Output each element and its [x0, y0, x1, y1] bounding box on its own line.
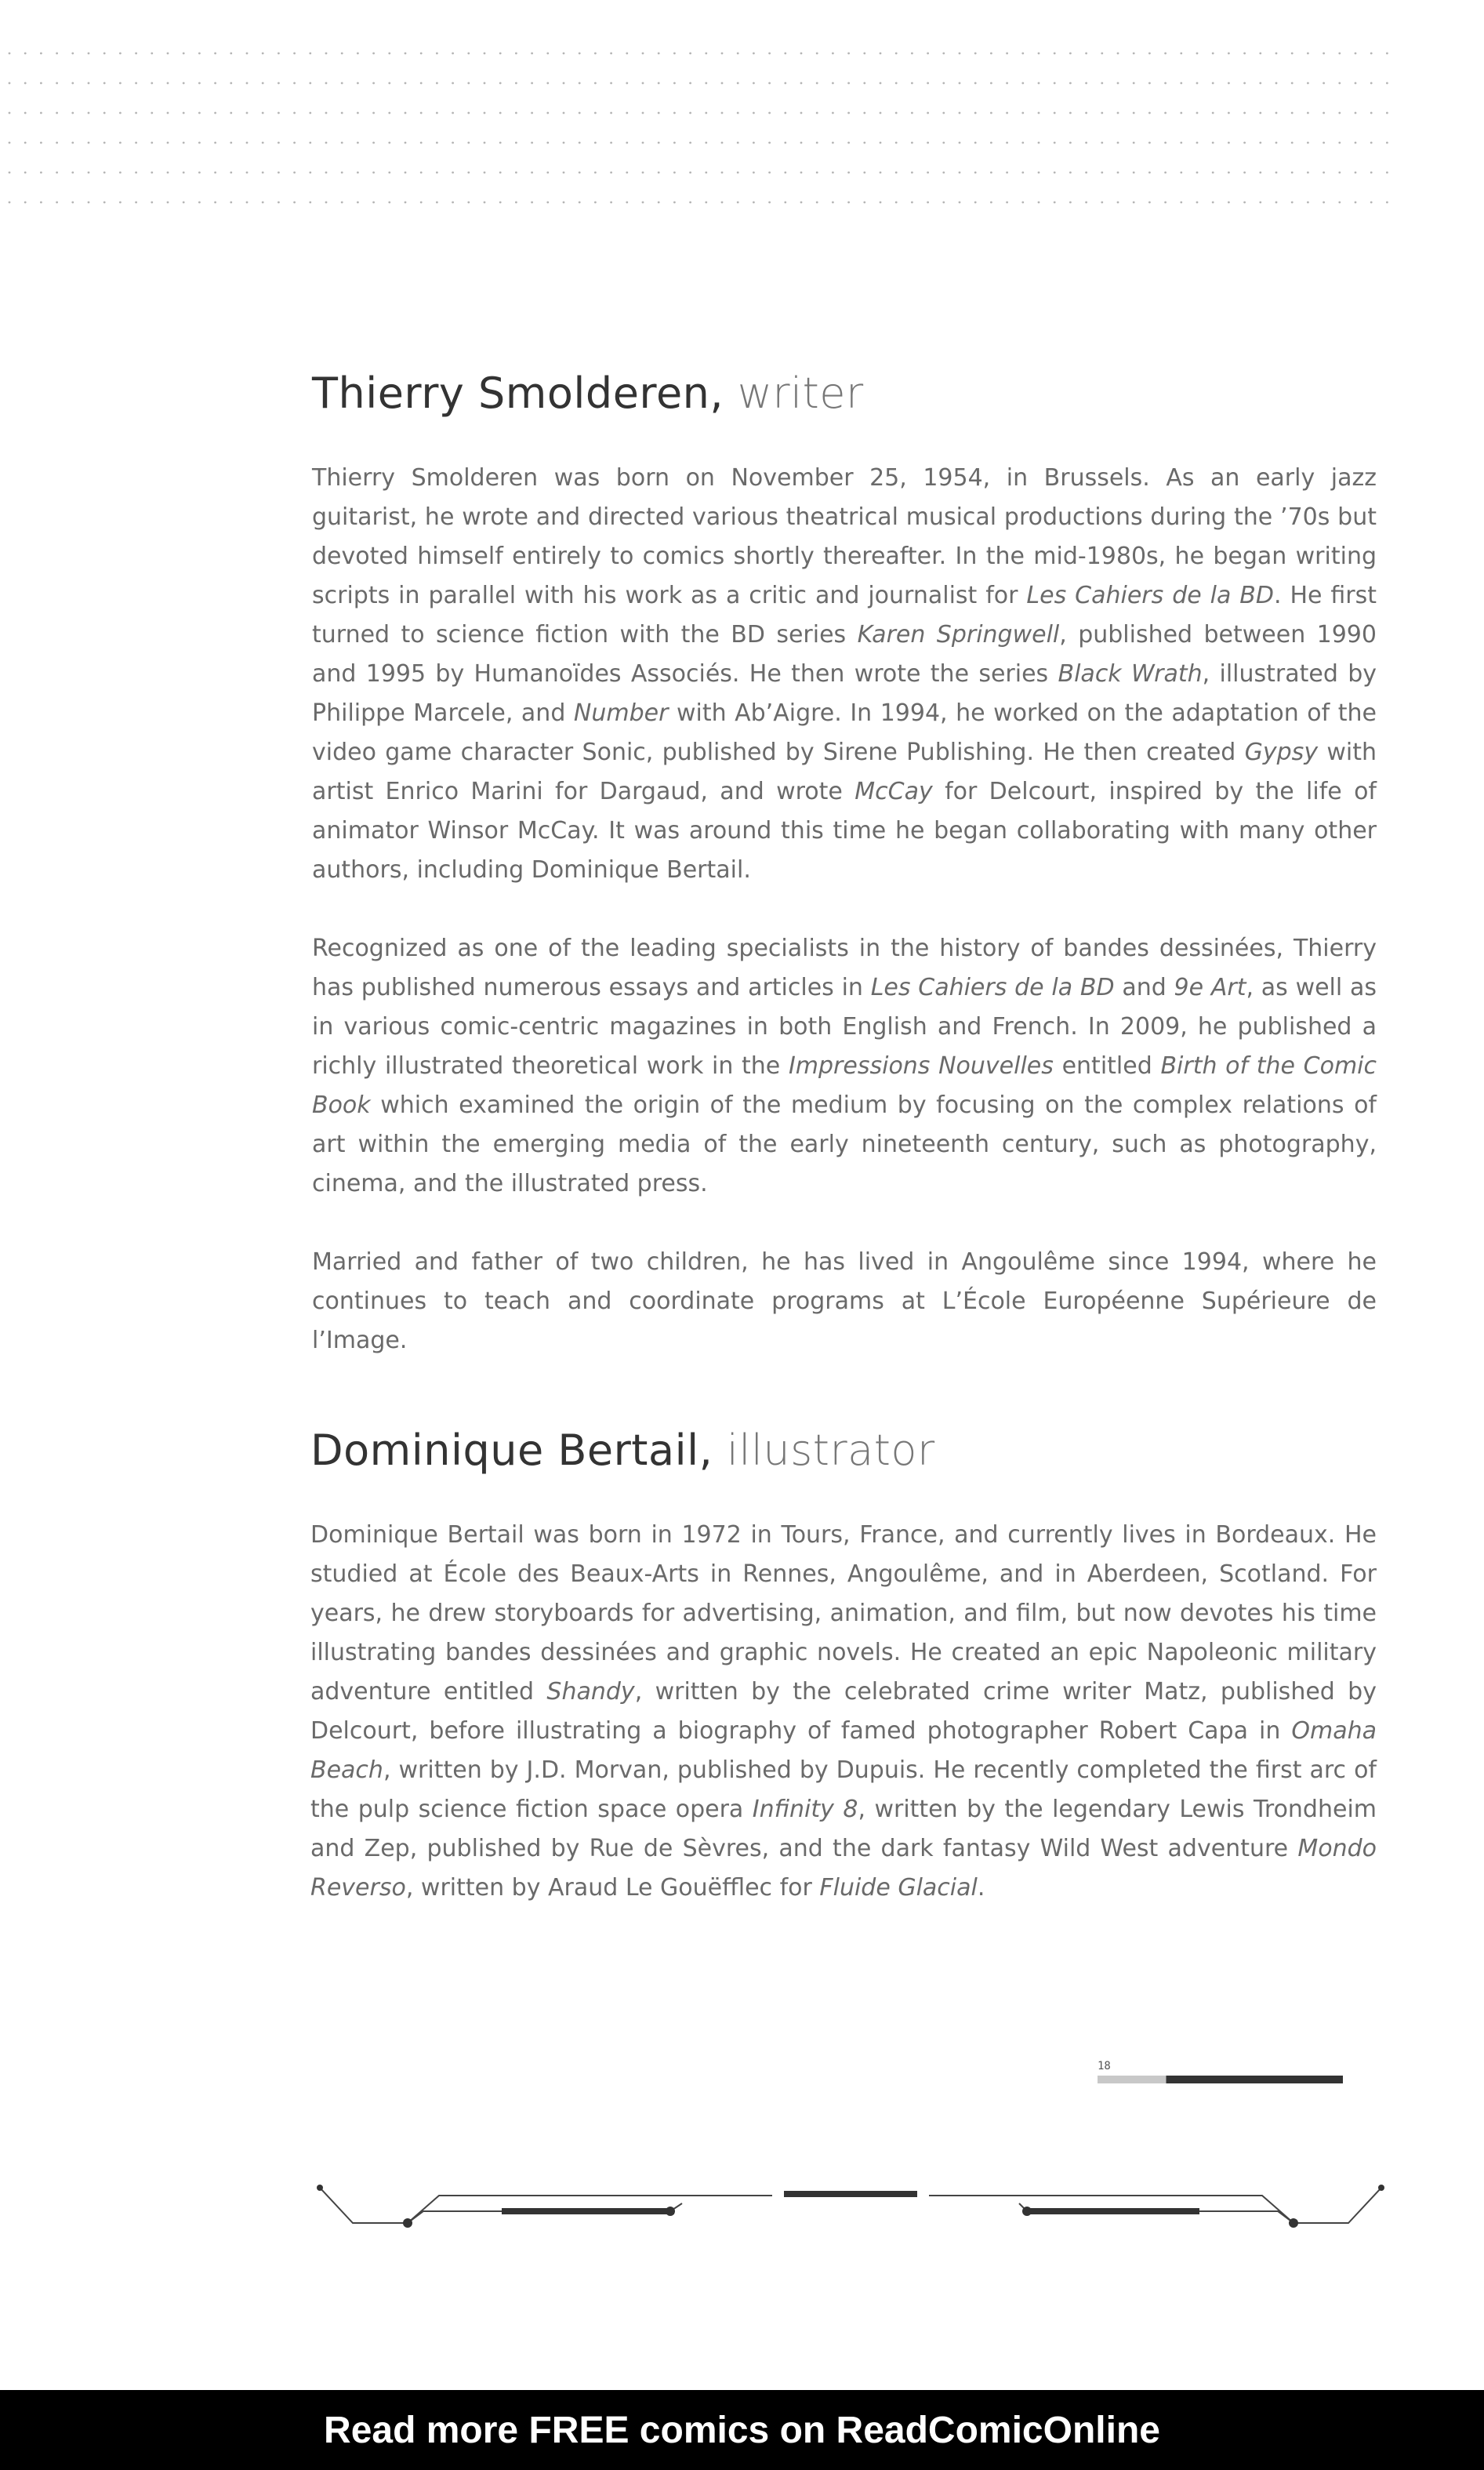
italic-title: Infinity 8 [752, 1796, 858, 1823]
italic-title: Black Wrath [1058, 660, 1203, 688]
text-run: and [1114, 974, 1174, 1001]
italic-title: Impressions Nouvelles [788, 1052, 1054, 1080]
text-run: entitled [1053, 1052, 1161, 1080]
text-run: Married and father of two children, he has lived in Angoulême since 1994, where he continues to teach and coordinate programs at L’École Européenne Supérieure de l’Image. [312, 1248, 1377, 1354]
text-run: Dominique Bertail was born in 1972 in Tours, France, and currently lives in Bordeaux. He studied at École des Beaux-Arts in Rennes, Angoulême, and in Aberdeen, Scotland. For years, he drew storyboards for advertising, animation, and film, but now devotes his time illustrating bandes dessinées and graphic novels. He created an epic Napoleonic military adventure entitled [310, 1521, 1377, 1705]
writer-role: writer [737, 369, 864, 418]
text-run: , published between 1990 and 1995 by Humanoïdes Associés. He then wrote the series [312, 621, 1377, 688]
italic-title: 9e Art [1174, 974, 1246, 1001]
writer-paragraph-2 [312, 929, 1377, 1204]
text-run: . He first turned to science fiction with the BD series [312, 582, 1377, 648]
writer-section [312, 369, 1377, 1400]
text-run: , written by the legendary Lewis Trondheim and Zep, published by Rue de Sèvres, and the dark fantasy Wild West adventure [310, 1796, 1377, 1862]
italic-title: Mondo Reverso [310, 1835, 1377, 1902]
italic-title: Karen Springwell [857, 621, 1060, 648]
text-run: , written by Araud Le Gouëfflec for [405, 1874, 820, 1902]
text-run: , written by the celebrated crime writer Matz, published by Delcourt, before illustrating a biography of famed photographer Robert Capa in [310, 1678, 1377, 1745]
page-marker [1098, 2060, 1348, 2083]
text-run: with artist Enrico Marini for Dargaud, and wrote [312, 739, 1377, 805]
text-run: which examined the origin of the medium by focusing on the complex relations of art within the emerging media of the early nineteenth century, such as photography, cinema, and the illustrated press. [312, 1092, 1377, 1197]
italic-title: Les Cahiers de la BD [870, 974, 1115, 1001]
text-run: , written by J.D. Morvan, published by Dupuis. He recently completed the first arc of the pulp science fiction space opera [310, 1756, 1377, 1823]
writer-heading [312, 369, 1377, 418]
text-run: , illustrated by Philippe Marcele, and [312, 660, 1377, 727]
illustrator-name: Dominique Bertail, [310, 1426, 713, 1475]
italic-title: Shandy [546, 1678, 635, 1705]
italic-title: Fluide Glacial [819, 1874, 978, 1902]
text-run: Recognized as one of the leading specialists in the history of bandes dessinées, Thierry has published numerous essays and articles in [312, 935, 1377, 1001]
italic-title: Number [573, 699, 669, 727]
writer-paragraph-3 [312, 1243, 1377, 1360]
illustrator-heading [310, 1426, 1377, 1475]
italic-title: McCay [854, 778, 933, 805]
italic-title: Omaha Beach [310, 1717, 1377, 1784]
text-run: with Ab’Aigre. In 1994, he worked on the adaptation of the video game character Sonic, published by Sirene Publishing. He then created [312, 699, 1377, 766]
footer-banner [0, 2390, 1484, 2470]
text-run: Thierry Smolderen was born on November 25, 1954, in Brussels. As an early jazz guitarist, he wrote and directed various theatrical musical productions during the ’70s but devoted himself entirely to comics shortly thereafter. In the mid-1980s, he began writing scripts in parallel with his work as a critic and journalist for [312, 464, 1377, 609]
italic-title: Birth of the Comic Book [312, 1052, 1377, 1119]
page-marker-bar [1098, 2076, 1343, 2083]
illustrator-section [310, 1426, 1377, 1947]
page-number: 18 [1098, 2060, 1111, 2072]
circuit-line-decoration [314, 2180, 1388, 2250]
text-run: . [977, 1874, 985, 1902]
footer-text: Read more FREE comics on ReadComicOnline [324, 2409, 1160, 2451]
writer-paragraph-1 [312, 459, 1377, 890]
writer-name: Thierry Smolderen, [312, 369, 724, 418]
illustrator-paragraph-1 [310, 1516, 1377, 1908]
text-run: for Delcourt, inspired by the life of animator Winsor McCay. It was around this time he began collaborating with many other authors, including Dominique Bertail. [312, 778, 1377, 884]
text-run: , as well as in various comic-centric magazines in both English and French. In 2009, he published a richly illustrated theoretical work in the [312, 974, 1377, 1080]
dot-grid-decoration [0, 0, 1484, 235]
italic-title: Gypsy [1244, 739, 1319, 766]
illustrator-role: illustrator [726, 1426, 935, 1475]
italic-title: Les Cahiers de la BD [1026, 582, 1274, 609]
